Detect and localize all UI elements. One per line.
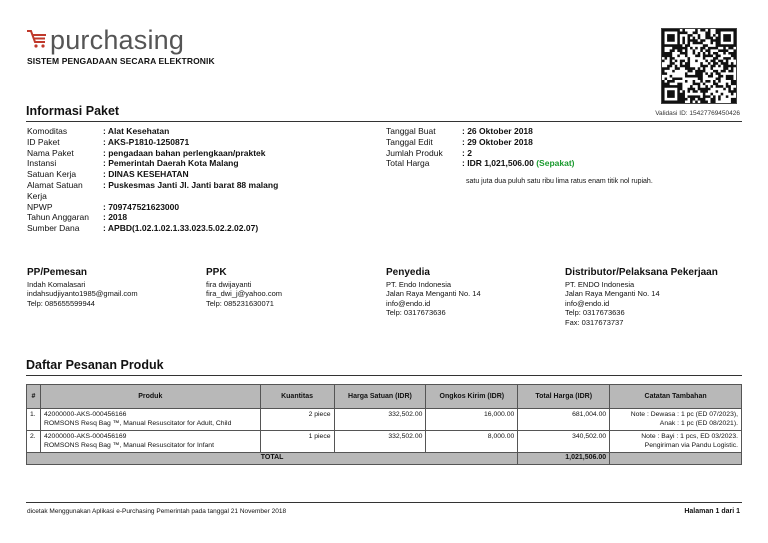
orders-header-row — [27, 385, 742, 409]
orders-table — [26, 384, 742, 465]
info-row-alamat: Alamat Satuan Kerja : Puskesmas Janti Jl. Janti barat 88 malang — [27, 180, 367, 202]
col-header-ongkos: Ongkos Kirim (IDR) — [426, 385, 518, 409]
footer-divider — [26, 502, 742, 503]
table-row: 1. 42000000-AKS-000456166 ROMSONS Resq Bag ™, Manual Resuscitator for Adult, Child 2 piece 332,502.00 16,000.00 681,004.00 Note : Dewasa : 1 pc (ED 07/2023), Anak : 1 pc (ED 08/2021). — [27, 409, 742, 431]
party-ppk: PPK fira dwijayanti fira_dwi_j@yahoo.com Telp: 085231630071 — [206, 267, 282, 308]
table-row: 2. 42000000-AKS-000456169 ROMSONS Resq Bag ™, Manual Resuscitator for Infant 1 piece 332,502.00 8,000.00 340,502.00 Note : Bayi : 1 pcs, ED 03/2023. Pengiriman via Pandu Logistic. — [27, 431, 742, 453]
product-name: ROMSONS Resq Bag ™, Manual Resuscitator for Infant — [43, 441, 214, 449]
status-badge: (Sepakat) — [536, 158, 575, 169]
info-row-tanggal-edit: Tanggal Edit : 29 Oktober 2018 — [386, 137, 746, 148]
product-code: 42000000-AKS-000456169 — [43, 433, 127, 440]
qr-code — [661, 28, 737, 104]
info-divider — [26, 121, 742, 122]
info-row-jumlah-produk: Jumlah Produk : 2 — [386, 148, 746, 159]
info-row-npwp: NPWP : 709747521623000 — [27, 202, 367, 213]
info-row-sumber-dana: Sumber Dana : APBD(1.02.1.02.1.33.023.5.02.2.02.07) — [27, 223, 367, 234]
info-left-list — [27, 126, 367, 234]
info-row-satuan-kerja: Satuan Kerja : DINAS KESEHATAN — [27, 169, 367, 180]
party-distributor: Distributor/Pelaksana Pekerjaan PT. ENDO Indonesia Jalan Raya Menganti No. 14 info@endo.id Telp: 0317673636 Fax: 0317673737 — [565, 267, 718, 327]
logo-text: purchasing — [50, 25, 185, 55]
col-header-no: # — [27, 385, 41, 409]
party-penyedia: Penyedia PT. Endo Indonesia Jalan Raya Menganti No. 14 info@endo.id Telp: 0317673636 — [386, 267, 481, 317]
info-row-instansi: Instansi : Pemerintah Daerah Kota Malang — [27, 158, 367, 169]
cart-logo-icon — [26, 29, 48, 49]
total-label: TOTAL — [27, 453, 518, 465]
col-header-total: Total Harga (IDR) — [518, 385, 610, 409]
info-row-id-paket: ID Paket : AKS-P1810-1250871 — [27, 137, 367, 148]
epurchasing-logo — [26, 26, 184, 54]
qr-modules — [662, 29, 736, 103]
info-row-nama-paket: Nama Paket : pengadaan bahan perlengkaan/praktek — [27, 148, 367, 159]
orders-divider — [26, 375, 742, 376]
col-header-harga: Harga Satuan (IDR) — [334, 385, 426, 409]
info-right-list — [386, 126, 746, 169]
page-number: Halaman 1 dari 1 — [684, 508, 740, 515]
info-section-title: Informasi Paket — [26, 104, 120, 118]
system-subtitle: SISTEM PENGADAAN SECARA ELEKTRONIK — [27, 56, 215, 66]
info-row-total-harga: Total Harga : IDR 1,021,506.00 (Sepakat) — [386, 158, 746, 169]
info-row-komoditas: Komoditas : Alat Kesehatan — [27, 126, 367, 137]
product-name: ROMSONS Resq Bag ™, Manual Resuscitator for Adult, Child — [43, 419, 232, 427]
amount-in-words: satu juta dua puluh satu ribu lima ratus enam titik nol rupiah. — [466, 178, 653, 185]
total-row — [27, 453, 742, 465]
orders-section-title: Daftar Pesanan Produk — [26, 358, 164, 372]
total-value: 1,021,506.00 — [518, 453, 610, 465]
party-pemesan: PP/Pemesan Indah Komalasari indahsudjiyanto1985@gmail.com Telp: 085655599944 — [27, 267, 138, 308]
col-header-kuantitas: Kuantitas — [260, 385, 334, 409]
info-row-tahun: Tahun Anggaran : 2018 — [27, 212, 367, 223]
footer-print-note: dicetak Menggunakan Aplikasi e-Purchasing Pemerintah pada tanggal 21 November 2018 — [27, 508, 287, 515]
validation-id: Validasi ID: 15427769450426 — [655, 110, 740, 117]
col-header-catatan: Catatan Tambahan — [610, 385, 742, 409]
info-row-tanggal-buat: Tanggal Buat : 26 Oktober 2018 — [386, 126, 746, 137]
product-code: 42000000-AKS-000456166 — [43, 411, 127, 418]
col-header-produk: Produk — [40, 385, 260, 409]
